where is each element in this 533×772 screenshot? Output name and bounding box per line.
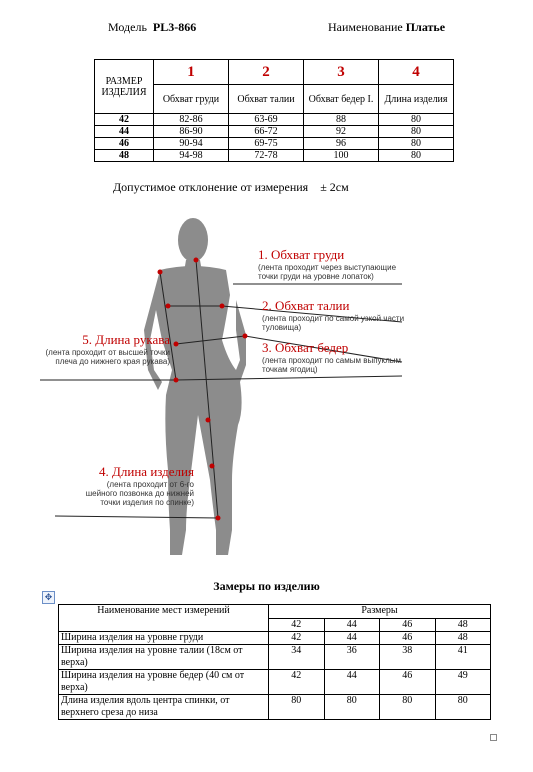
note-length-sub: (лента проходит от 6-го шейного позвонка до нижней точки изделия по спинке) [85, 480, 194, 507]
value-cell: 96 [304, 138, 379, 150]
measure-value: 44 [324, 632, 380, 645]
value-cell: 90-94 [154, 138, 229, 150]
value-cell: 69-75 [229, 138, 304, 150]
size-header: РАЗМЕР ИЗДЕЛИЯ [95, 60, 154, 114]
size-cell: 44 [95, 126, 154, 138]
size-cell: 48 [95, 150, 154, 162]
table-row [95, 150, 454, 162]
size-header-cell: 46 [380, 618, 436, 632]
size-header-cell: 48 [435, 618, 491, 632]
measure-value: 41 [435, 645, 491, 670]
value-cell: 80 [379, 150, 454, 162]
value-cell: 94-98 [154, 150, 229, 162]
tolerance-value: ± 2см [320, 180, 349, 194]
measure-name: Ширина изделия на уровне груди [59, 632, 269, 645]
measure-value: 46 [380, 670, 436, 695]
table-move-handle-icon[interactable]: ✥ [42, 591, 55, 604]
note-length-title: 4. Длина изделия [99, 464, 194, 479]
note-waist [262, 298, 412, 332]
value-cell: 80 [379, 114, 454, 126]
table-row [59, 670, 491, 695]
measure-value: 42 [269, 632, 325, 645]
col-number: 1 [154, 60, 229, 85]
size-header-cell: 44 [324, 618, 380, 632]
col-number: 4 [379, 60, 454, 85]
value-cell: 66-72 [229, 126, 304, 138]
note-sleeve-sub: (лента проходит от высшей точки плеча до нижнего края рукава) [45, 348, 170, 366]
table-row [59, 645, 491, 670]
measure-name: Длина изделия вдоль центра спинки, от верхнего среза до низа [59, 695, 269, 720]
tolerance-text: Допустимое отклонение от измерения [113, 180, 309, 194]
size-cell: 42 [95, 114, 154, 126]
value-cell: 86-90 [154, 126, 229, 138]
table-resize-handle[interactable] [490, 734, 497, 741]
note-chest [258, 247, 418, 281]
note-sleeve-title: 5. Длина рукава [82, 332, 170, 347]
table-row [95, 126, 454, 138]
note-waist-sub: (лента проходит по самой узкой части туловища) [262, 314, 405, 332]
measure-value: 44 [324, 670, 380, 695]
value-cell: 100 [304, 150, 379, 162]
measure-value: 36 [324, 645, 380, 670]
table-row [95, 114, 454, 126]
note-chest-sub: (лента проходит через выступающие точки груди на уровне лопаток) [258, 263, 397, 281]
value-cell: 82-86 [154, 114, 229, 126]
note-waist-title: 2. Обхват талии [262, 298, 350, 313]
value-cell: 88 [304, 114, 379, 126]
col-name: Обхват талии [229, 85, 304, 114]
size-cell: 46 [95, 138, 154, 150]
measure-value: 80 [269, 695, 325, 720]
measure-value: 34 [269, 645, 325, 670]
value-cell: 72-78 [229, 150, 304, 162]
note-hips-title: 3. Обхват бедер [262, 340, 349, 355]
col-number: 3 [304, 60, 379, 85]
measure-value: 49 [435, 670, 491, 695]
measure-value: 48 [435, 632, 491, 645]
note-hips-sub: (лента проходит по самым выпуклым точкам ягодиц) [262, 356, 402, 374]
col-number: 2 [229, 60, 304, 85]
name-label: Наименование [328, 20, 403, 34]
size-table [94, 59, 454, 162]
value-cell: 80 [379, 126, 454, 138]
header-name: Наименование мест измерений [59, 605, 269, 632]
measure-value: 80 [380, 695, 436, 720]
table-row [59, 695, 491, 720]
note-length [84, 464, 194, 507]
size-header-cell: 42 [269, 618, 325, 632]
value-cell: 80 [379, 138, 454, 150]
value-cell: 63-69 [229, 114, 304, 126]
note-chest-title: 1. Обхват груди [258, 247, 345, 262]
note-sleeve [42, 332, 170, 366]
model-label: Модель [108, 20, 147, 34]
table-row [95, 138, 454, 150]
measure-value: 80 [324, 695, 380, 720]
col-name: Обхват груди [154, 85, 229, 114]
col-name: Длина изделия [379, 85, 454, 114]
table-row [59, 632, 491, 645]
note-hips [262, 340, 417, 374]
measurements-table [58, 604, 491, 720]
measure-value: 80 [435, 695, 491, 720]
measure-name: Ширина изделия на уровне талии (18см от верха) [59, 645, 269, 670]
measure-value: 42 [269, 670, 325, 695]
measure-value: 38 [380, 645, 436, 670]
model-value: PL3-866 [152, 20, 197, 34]
measure-value: 46 [380, 632, 436, 645]
value-cell: 92 [304, 126, 379, 138]
measure-name: Ширина изделия на уровне бедер (40 см от верха) [59, 670, 269, 695]
tolerance-line [113, 180, 349, 195]
measurements-title: Замеры по изделию [213, 579, 320, 593]
name-line [328, 20, 445, 35]
col-name: Обхват бедер I. [304, 85, 379, 114]
name-value: Платье [405, 20, 446, 34]
header-sizes: Размеры [269, 605, 491, 619]
model-line [108, 20, 196, 35]
